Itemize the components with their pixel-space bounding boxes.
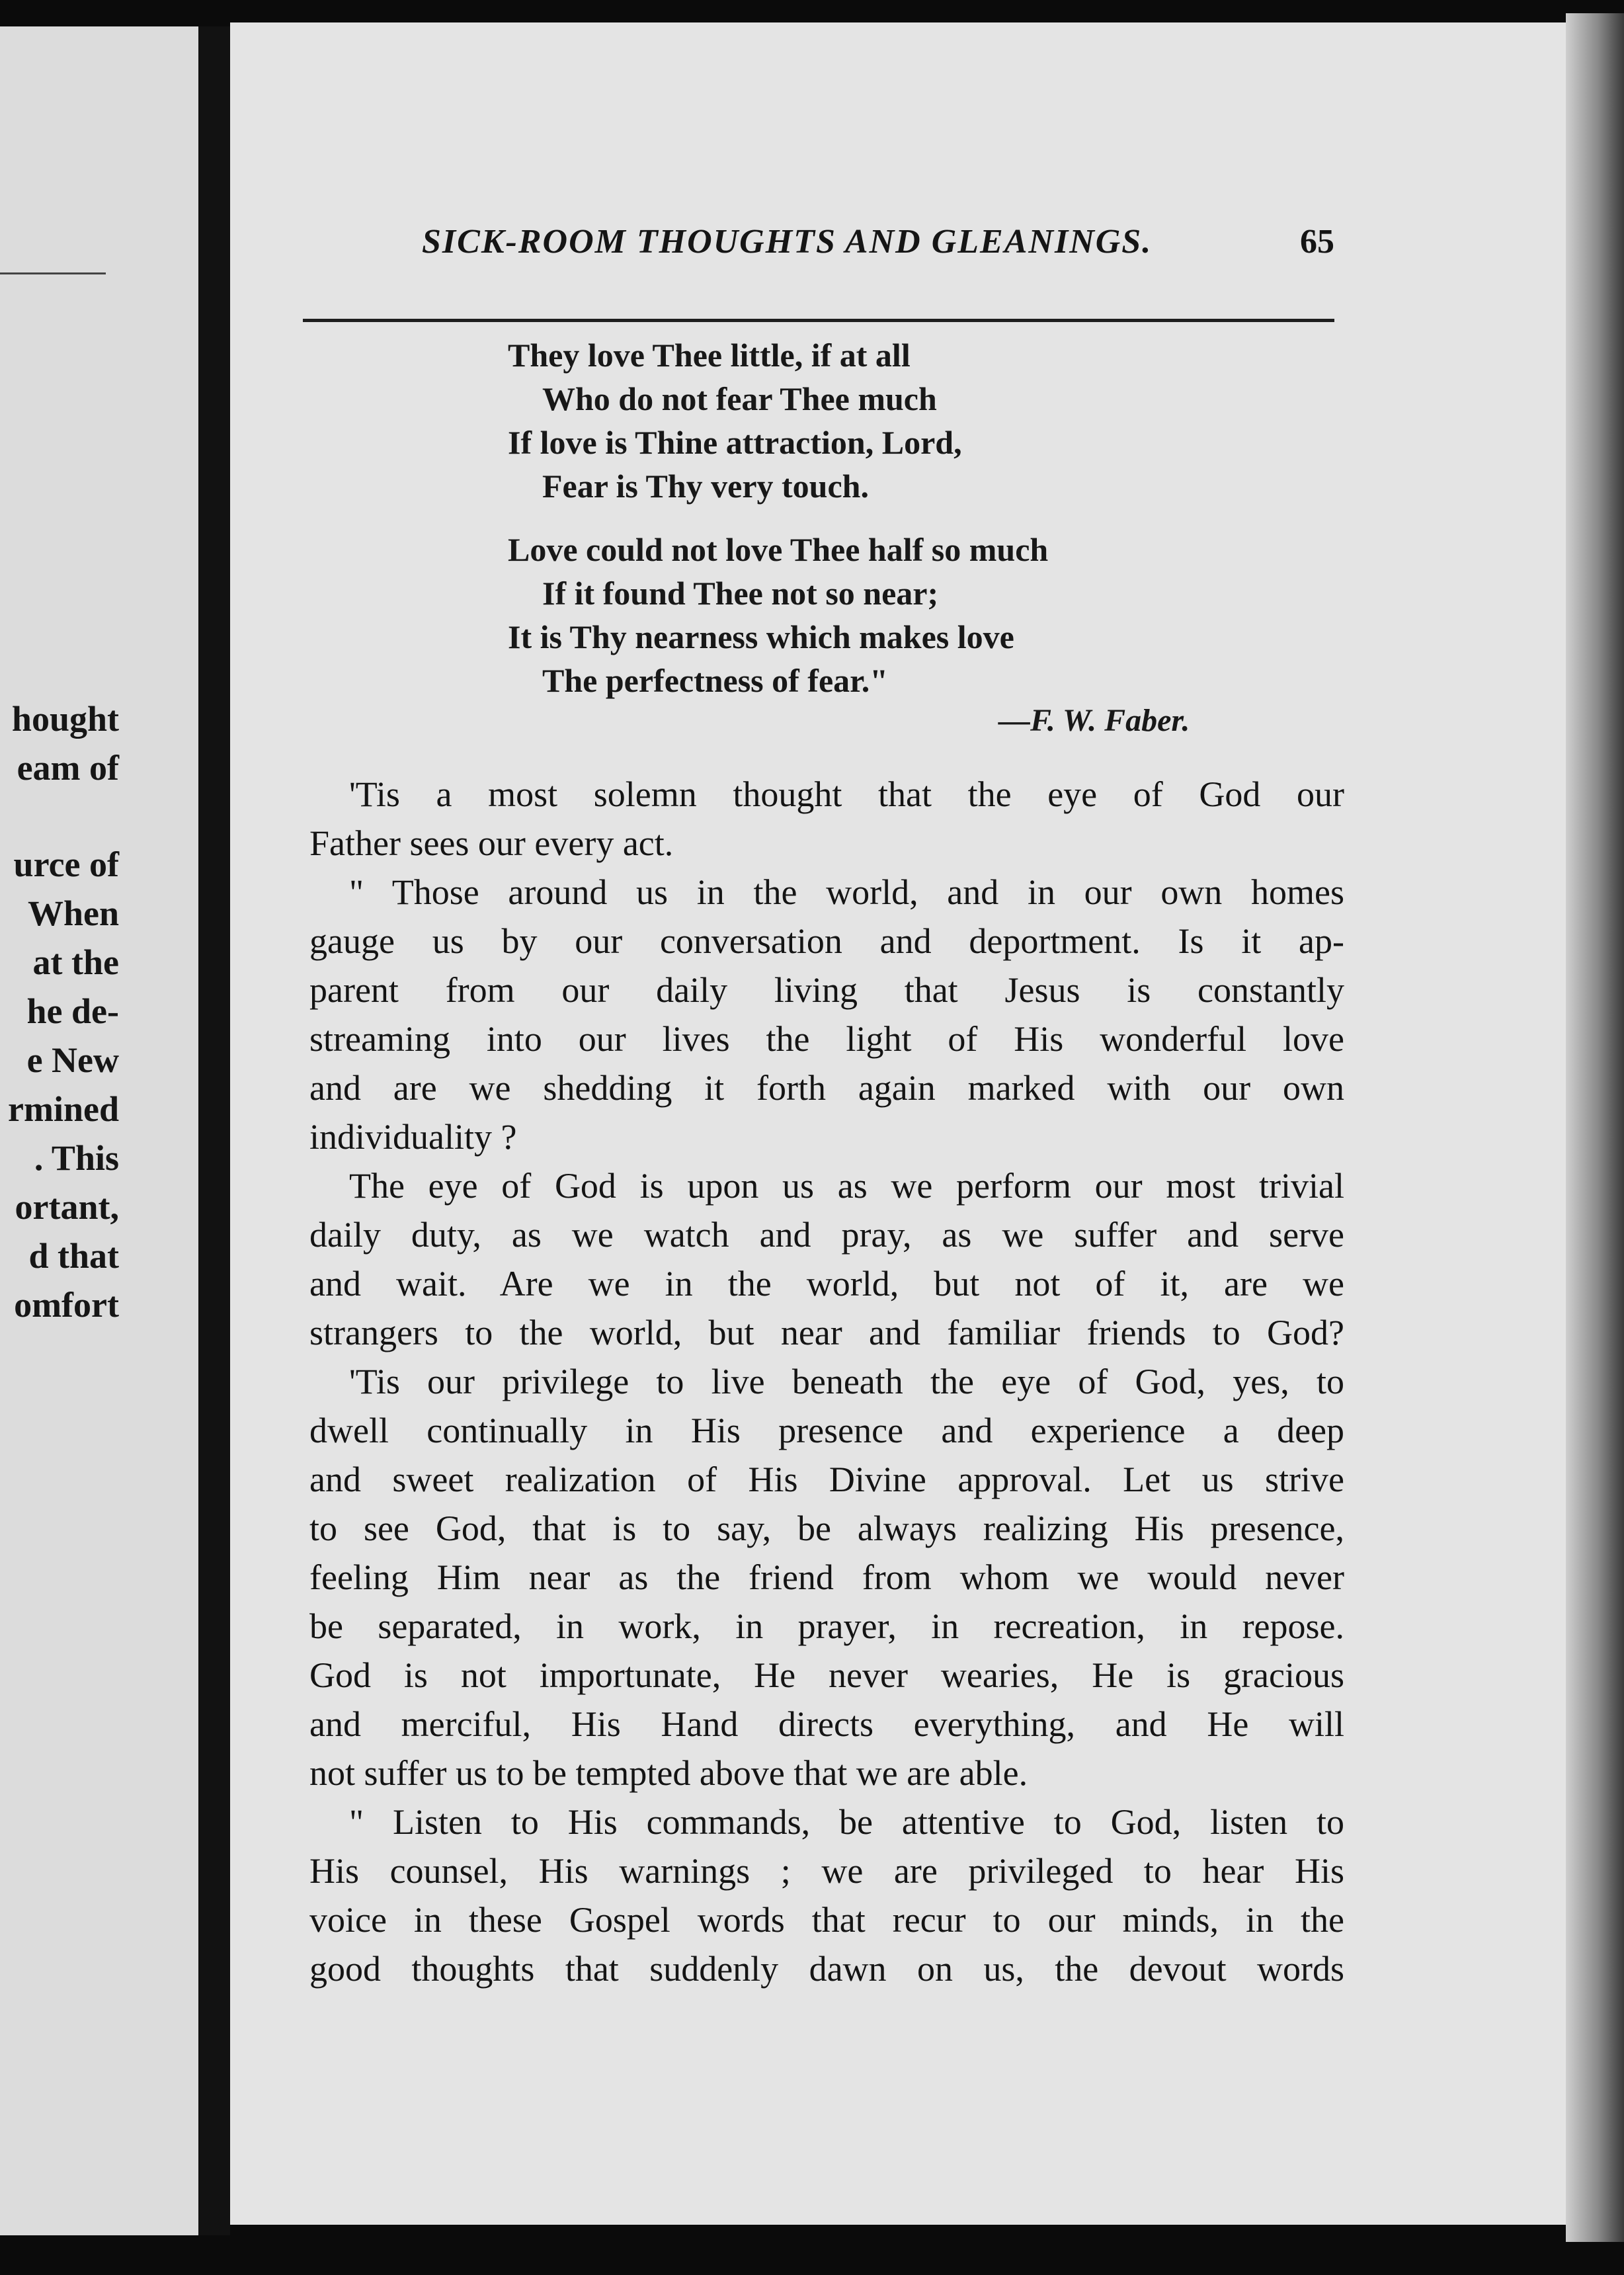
previous-page-line: at the bbox=[32, 942, 119, 982]
page-edge bbox=[1566, 13, 1624, 2242]
book-gutter bbox=[198, 26, 230, 2235]
stanza-break bbox=[508, 508, 1500, 528]
paragraph-line: strangers to the world, but near and familiar friends to God? bbox=[309, 1313, 1344, 1352]
previous-page-line: omfort bbox=[14, 1285, 119, 1325]
poem-line: Who do not fear Thee much bbox=[542, 380, 937, 417]
previous-page-line: rmined bbox=[8, 1089, 119, 1129]
poem-line: If love is Thine attraction, Lord, bbox=[508, 424, 962, 461]
paragraph-line: feeling Him near as the friend from whom we would never bbox=[309, 1557, 1344, 1597]
current-page bbox=[230, 22, 1566, 2225]
paragraph-line: parent from our daily living that Jesus is constantly bbox=[309, 970, 1344, 1010]
poem-line: Fear is Thy very touch. bbox=[542, 468, 869, 505]
previous-page-fragment bbox=[0, 26, 198, 2235]
previous-page-rule bbox=[0, 272, 106, 274]
page-number: 65 bbox=[1300, 223, 1334, 261]
previous-page-line: . This bbox=[34, 1138, 119, 1178]
running-title: SICK-ROOM THOUGHTS AND GLEANINGS. bbox=[422, 223, 1153, 261]
paragraph-line: gauge us by our conversation and deportment. Is it ap- bbox=[309, 921, 1344, 961]
paragraph-line: and sweet realization of His Divine approval. Let us strive bbox=[309, 1460, 1344, 1499]
poem-line: They love Thee little, if at all bbox=[508, 337, 911, 374]
body-text bbox=[309, 770, 1344, 1993]
paragraph-line: " Listen to His commands, be attentive to God, listen to bbox=[349, 1802, 1344, 1842]
paragraph-line: The eye of God is upon us as we perform our most trivial bbox=[349, 1166, 1344, 1206]
page-header bbox=[230, 222, 1566, 269]
paragraph-line: " Those around us in the world, and in our own homes bbox=[349, 872, 1344, 912]
paragraph-line: 'Tis a most solemn thought that the eye of God our bbox=[349, 774, 1344, 814]
poem-line: It is Thy nearness which makes love bbox=[508, 618, 1014, 655]
previous-page-text bbox=[0, 694, 198, 1329]
previous-page-line: When bbox=[27, 893, 119, 933]
paragraph-line: daily duty, as we watch and pray, as we suffer and serve bbox=[309, 1215, 1344, 1255]
poem bbox=[508, 333, 1500, 702]
paragraph-line: dwell continually in His presence and experience a deep bbox=[309, 1411, 1344, 1450]
paragraph-line: individuality ? bbox=[309, 1117, 517, 1157]
paragraph-line: be separated, in work, in prayer, in recreation, in repose. bbox=[309, 1606, 1344, 1646]
poem-line: Love could not love Thee half so much bbox=[508, 531, 1049, 568]
previous-page-line: urce of bbox=[13, 845, 119, 884]
previous-page-line: e New bbox=[26, 1040, 119, 1080]
paragraph-line: streaming into our lives the light of His wonderful love bbox=[309, 1019, 1344, 1059]
paragraph-line: 'Tis our privilege to live beneath the eye of God, yes, to bbox=[349, 1362, 1344, 1401]
paragraph-line: and wait. Are we in the world, but not of it, are we bbox=[309, 1264, 1344, 1303]
previous-page-line: d that bbox=[28, 1236, 119, 1276]
previous-page-line: hought bbox=[11, 699, 119, 739]
paragraph-line: God is not importunate, He never wearies, He is gracious bbox=[309, 1655, 1344, 1695]
poem-line: If it found Thee not so near; bbox=[542, 575, 939, 612]
paragraph-line: to see God, that is to say, be always realizing His presence, bbox=[309, 1509, 1344, 1548]
previous-page-line: he de- bbox=[26, 991, 119, 1031]
paragraph-line: Father sees our every act. bbox=[309, 823, 674, 863]
poem-attribution: —F. W. Faber. bbox=[998, 703, 1190, 738]
paragraph-line: not suffer us to be tempted above that we are able. bbox=[309, 1753, 1028, 1793]
paragraph-line: voice in these Gospel words that recur to our minds, in the bbox=[309, 1900, 1344, 1940]
paragraph-line: His counsel, His warnings ; we are privileged to hear His bbox=[309, 1851, 1344, 1891]
poem-line: The perfectness of fear." bbox=[542, 662, 888, 699]
paragraph-line: good thoughts that suddenly dawn on us, the devout words bbox=[309, 1949, 1344, 1989]
previous-page-line: ortant, bbox=[15, 1187, 119, 1227]
previous-page-line: eam of bbox=[17, 748, 119, 788]
header-rule bbox=[303, 319, 1334, 322]
paragraph-line: and are we shedding it forth again marked with our own bbox=[309, 1068, 1344, 1108]
paragraph-line: and merciful, His Hand directs everything, and He will bbox=[309, 1704, 1344, 1744]
